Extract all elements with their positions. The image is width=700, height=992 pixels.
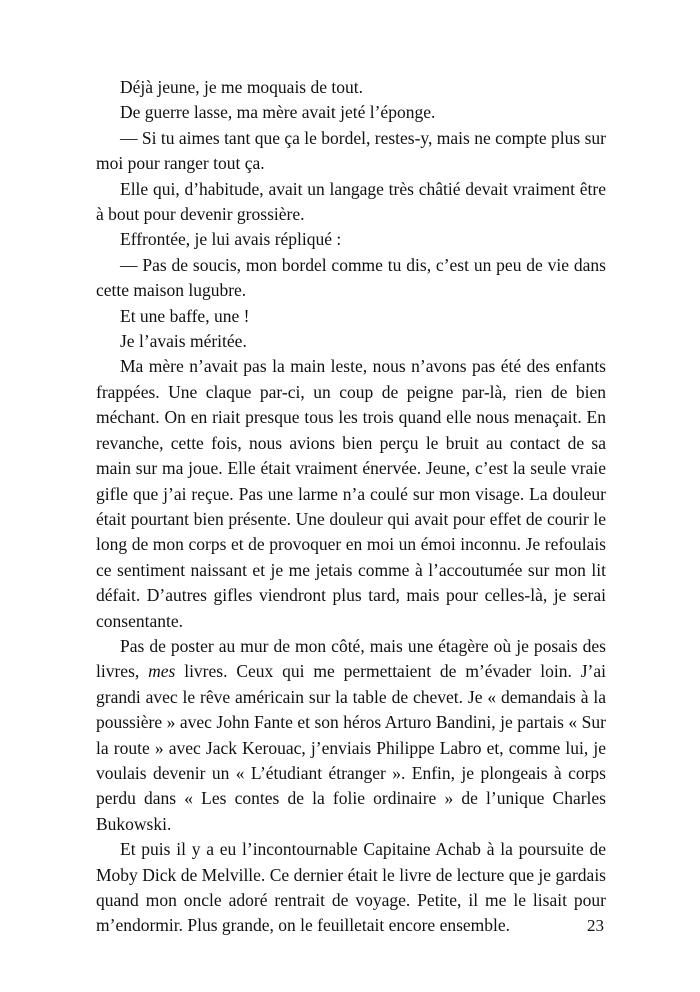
paragraph: Elle qui, d’habitude, avait un langage très châtié devait vraiment être à bout pour devenir grossière.	[96, 178, 606, 225]
paragraph-text: Pas de poster au mur de mon côté, mais une étagère où je posais des livres,	[96, 635, 606, 682]
paragraph: Effrontée, je lui avais répliqué :	[120, 229, 342, 250]
paragraph: De guerre lasse, ma mère avait jeté l’éponge.	[120, 102, 436, 123]
paragraph: Je l’avais méritée.	[120, 331, 247, 352]
paragraph: — Pas de soucis, mon bordel comme tu dis, c’est un peu de vie dans cette maison lugubre.	[96, 254, 606, 301]
paragraph	[96, 634, 606, 837]
paragraph: Déjà jeune, je me moquais de tout.	[120, 77, 363, 97]
page-number: 23	[587, 916, 604, 935]
paragraph-text: livres. Ceux qui me permettaient de m’évader loin. J’ai grandi avec le rêve américain sur la table de chevet. Je « demandais à la poussière » avec John Fante et son héros Arturo Bandini, je partais « Sur la route » avec Jack Kerouac, j’enviais Philippe Labro et, comme lui, je voulais devenir un « L’étudiant étranger ». Enfin, je plongeais à corps perdu dans « Les contes de la folie ordinaire » de l’unique Charles Bukowski.	[96, 661, 606, 834]
page-body	[96, 75, 606, 939]
paragraph: Et puis il y a eu l’incontournable Capitaine Achab à la poursuite de Moby Dick de Melville. Ce dernier était le livre de lecture que je gardais quand mon oncle adoré rentrait de voyage. Petite, il me le lisait pour m’endormir. Plus grande, on le feuilletait encore ensemble.	[96, 839, 606, 936]
emphasized-word: mes	[148, 661, 176, 682]
paragraph: Ma mère n’avait pas la main leste, nous n’avons pas été des enfants frappées. Une claque par-ci, un coup de peigne par-là, rien de bien méchant. On en riait presque tous les trois quand elle nous menaçait. En revanche, cette fois, nous avions bien perçu le bruit au contact de sa main sur ma joue. Elle était vraiment énervée. Jeune, c’est la seule vraie gifle que j’ai reçue. Pas une larme n’a coulé sur mon visage. La douleur était pourtant bien présente. Une douleur qui avait pour effet de courir le long de mon corps et de provoquer en moi un émoi inconnu. Je refoulais ce sentiment naissant et je me jetais comme à l’accoutumée sur mon lit défait. D’autres gifles viendront plus tard, mais pour celles-là, je serai consentante.	[96, 356, 606, 631]
paragraph: — Si tu aimes tant que ça le bordel, restes-y, mais ne compte plus sur moi pour ranger tout ça.	[96, 127, 606, 174]
paragraph: Et une baffe, une !	[120, 305, 250, 326]
